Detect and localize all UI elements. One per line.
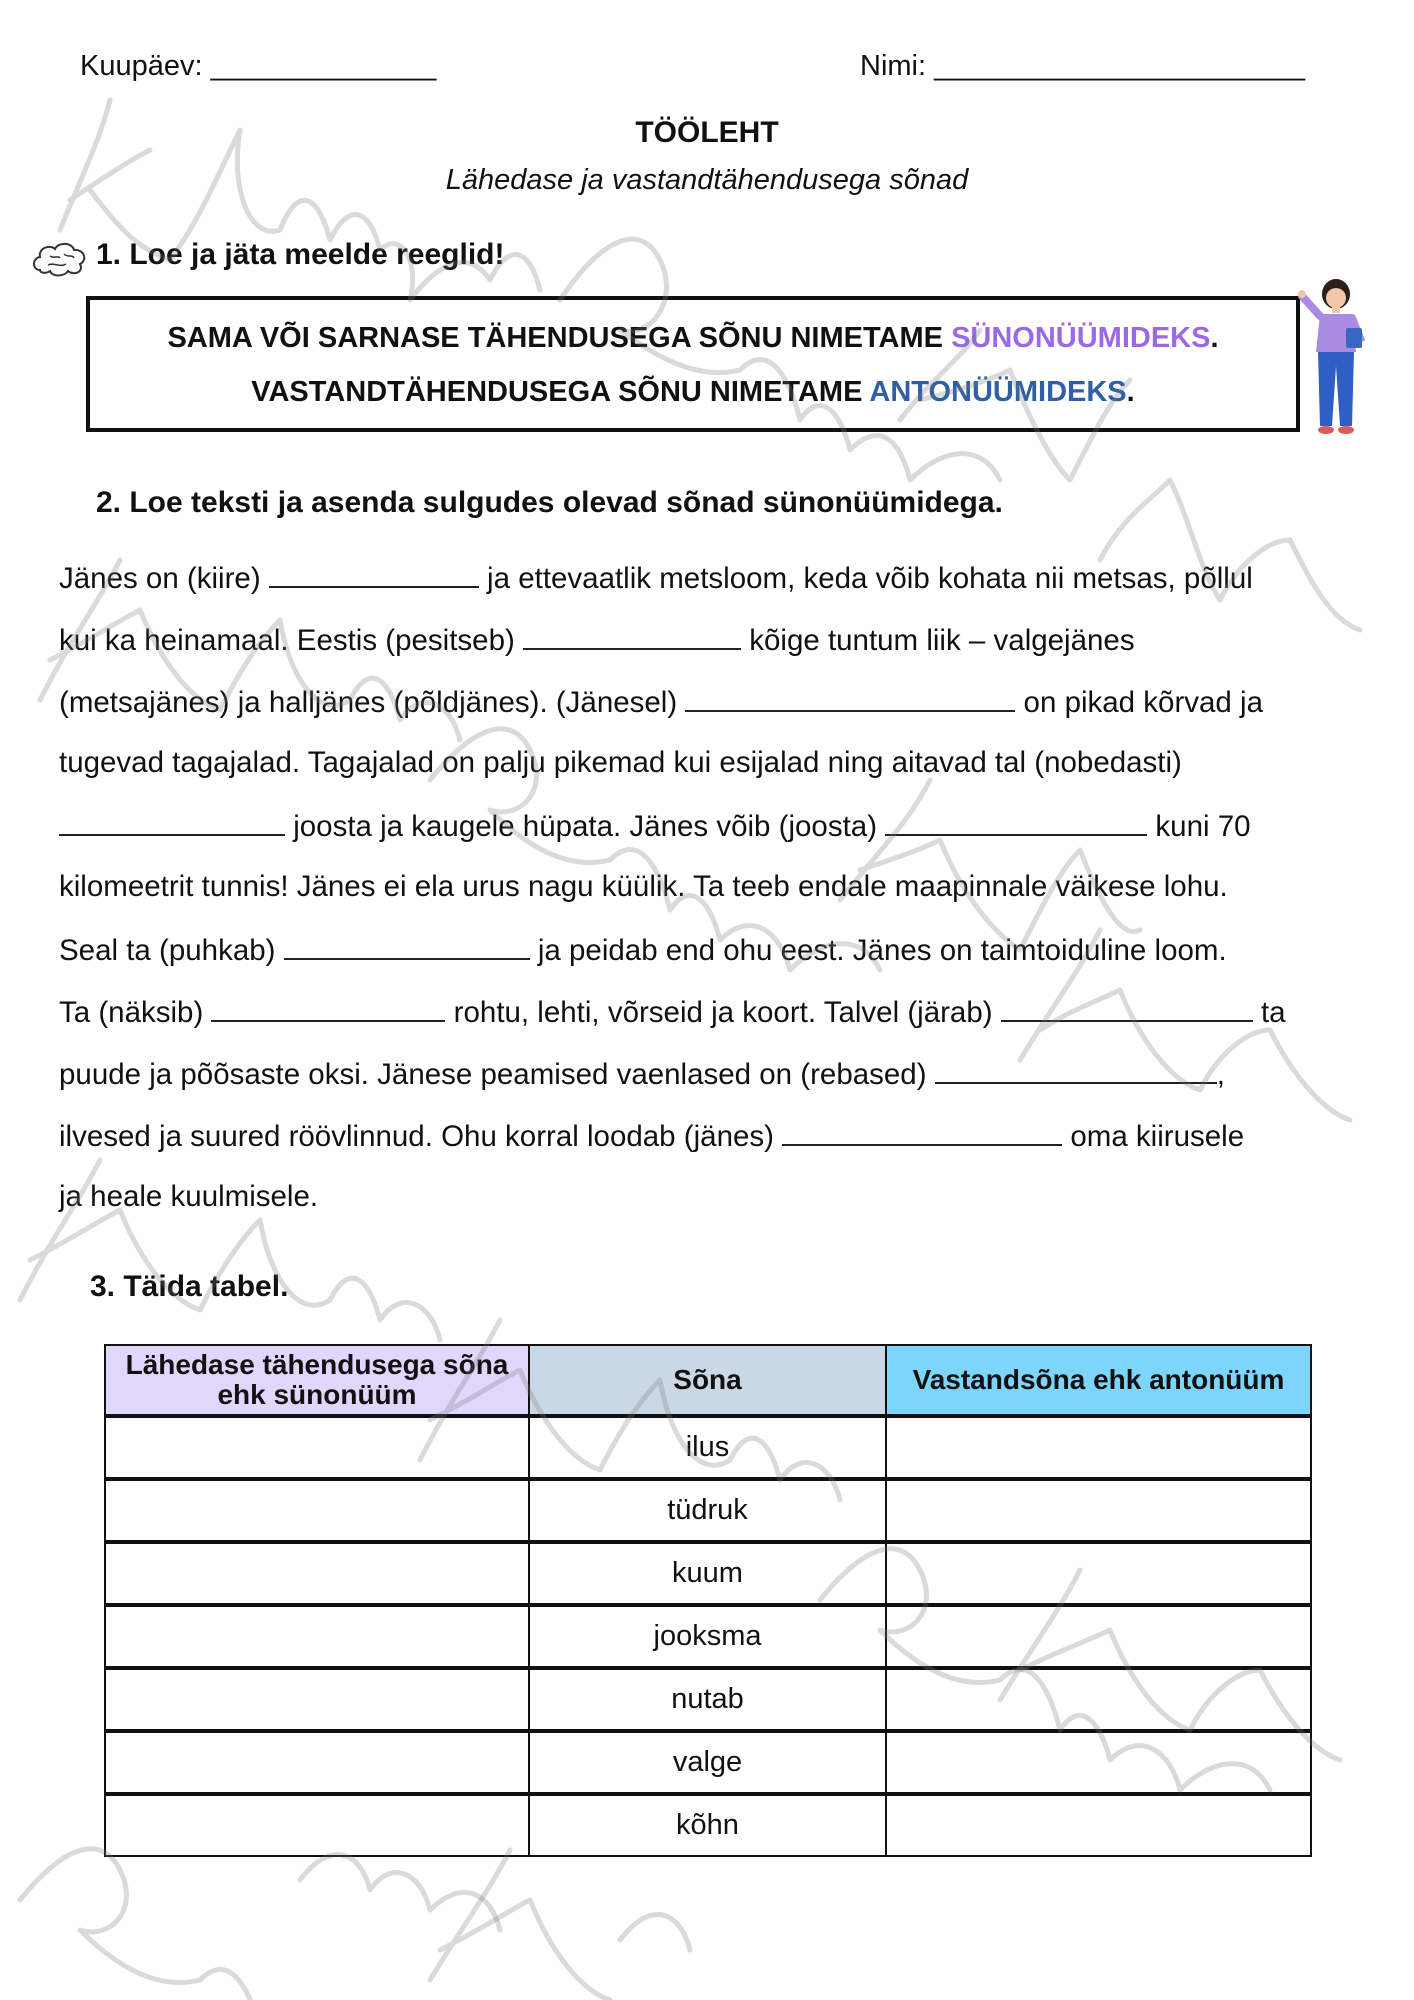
passage-text: kõige tuntum liik – valgejänes <box>741 624 1135 657</box>
passage-line <box>59 560 1253 596</box>
section3-heading: 3. Täida tabel. <box>90 1270 289 1303</box>
word-table <box>104 1344 1312 1857</box>
passage-line <box>59 808 1251 844</box>
passage-text: joosta ja kaugele hüpata. Jänes võib (joosta) <box>285 810 886 843</box>
column-header-antonym: Vastandsõna ehk antonüüm <box>886 1345 1311 1416</box>
table-row <box>105 1605 1311 1668</box>
antonym-answer-cell[interactable] <box>886 1479 1311 1542</box>
antonym-answer-cell[interactable] <box>886 1416 1311 1479</box>
passage-text: Seal ta (puhkab) <box>59 934 284 967</box>
passage-line <box>59 746 1182 780</box>
passage-text: ja heale kuulmisele. <box>59 1180 319 1213</box>
name-field-label: Nimi: _______________________ <box>860 50 1306 82</box>
passage-text: rohtu, lehti, võrseid ja koort. Talvel (järab) <box>445 996 1001 1029</box>
word-cell: jooksma <box>529 1605 886 1668</box>
passage-text: kuni 70 <box>1147 810 1251 843</box>
answer-blank[interactable] <box>211 994 445 1022</box>
passage-line <box>59 622 1135 658</box>
column-header-word: Sõna <box>529 1345 886 1416</box>
passage-text: ja peidab end ohu eest. Jänes on taimtoiduline loom. <box>529 934 1227 967</box>
passage-text: Ta (näksib) <box>59 996 212 1029</box>
synonym-answer-cell[interactable] <box>105 1794 529 1856</box>
date-field-label: Kuupäev: ______________ <box>80 50 437 82</box>
word-cell: kõhn <box>529 1794 886 1856</box>
passage-text: kui ka heinamaal. Eestis (pesitseb) <box>59 624 524 657</box>
passage-text: (metsajänes) ja halljänes (põldjänes). (Jänesel) <box>59 686 686 719</box>
passage-line <box>59 870 1228 904</box>
passage-text: ta <box>1252 996 1286 1029</box>
rules-box <box>86 296 1300 432</box>
rule-synonyms-text: SAMA VÕI SARNASE TÄHENDUSEGA SÕNU NIMETAME <box>167 322 952 354</box>
passage-line <box>59 1180 318 1214</box>
rule-synonyms <box>90 322 1296 355</box>
section2-heading: 2. Loe teksti ja asenda sulgudes olevad sõnad sünonüümidega. <box>96 486 1003 519</box>
passage-line <box>59 1118 1244 1154</box>
synonym-answer-cell[interactable] <box>105 1668 529 1731</box>
antonym-term: ANTONÜÜMIDEKS <box>869 376 1127 408</box>
answer-blank[interactable] <box>885 808 1147 836</box>
antonym-answer-cell[interactable] <box>886 1731 1311 1794</box>
passage-text: puude ja põõsaste oksi. Jänese peamised vaenlased on (rebased) <box>59 1058 935 1091</box>
table-row <box>105 1479 1311 1542</box>
table-row <box>105 1416 1311 1479</box>
rule-antonyms <box>90 376 1296 409</box>
answer-blank[interactable] <box>935 1056 1217 1084</box>
synonym-answer-cell[interactable] <box>105 1416 529 1479</box>
synonym-answer-cell[interactable] <box>105 1605 529 1668</box>
word-cell: tüdruk <box>529 1479 886 1542</box>
passage-text: on pikad kõrvad ja <box>1015 686 1263 719</box>
answer-blank[interactable] <box>1001 994 1253 1022</box>
answer-blank[interactable] <box>782 1118 1062 1146</box>
passage-line <box>59 684 1263 720</box>
synonym-answer-cell[interactable] <box>105 1731 529 1794</box>
passage-text: ja ettevaatlik metsloom, keda võib kohata nii metsas, põllul <box>478 562 1253 595</box>
column-header-synonym: Lähedase tähendusega sõna ehk sünonüüm <box>105 1345 529 1416</box>
passage-text: Jänes on (kiire) <box>59 562 269 595</box>
rule-antonyms-period: . <box>1126 376 1135 408</box>
synonym-answer-cell[interactable] <box>105 1479 529 1542</box>
passage-text: oma kiirusele <box>1062 1120 1245 1153</box>
passage-line <box>59 932 1227 968</box>
page-subtitle: Lähedase ja vastandtähendusega sõnad <box>445 164 969 196</box>
table-header-row <box>105 1345 1311 1416</box>
rule-synonyms-period: . <box>1210 322 1219 354</box>
rule-antonyms-text: VASTANDTÄHENDUSEGA SÕNU NIMETAME <box>251 376 870 408</box>
passage-text: kilomeetrit tunnis! Jänes ei ela urus nagu küülik. Ta teeb endale maapinnale väikese lohu. <box>59 870 1228 903</box>
section1-heading: 1. Loe ja jäta meelde reeglid! <box>96 238 505 271</box>
passage-text: , <box>1216 1058 1225 1091</box>
antonym-answer-cell[interactable] <box>886 1794 1311 1856</box>
antonym-answer-cell[interactable] <box>886 1542 1311 1605</box>
table-row <box>105 1668 1311 1731</box>
answer-blank[interactable] <box>59 808 285 836</box>
synonym-term: SÜNONÜÜMIDEKS <box>951 322 1211 354</box>
passage-text: tugevad tagajalad. Tagajalad on palju pikemad kui esijalad ning aitavad tal (nobedasti) <box>59 746 1182 779</box>
passage-line <box>59 1056 1225 1092</box>
word-cell: nutab <box>529 1668 886 1731</box>
answer-blank[interactable] <box>685 684 1015 712</box>
table-row <box>105 1731 1311 1794</box>
word-cell: valge <box>529 1731 886 1794</box>
table-row <box>105 1542 1311 1605</box>
answer-blank[interactable] <box>269 560 479 588</box>
answer-blank[interactable] <box>284 932 530 960</box>
answer-blank[interactable] <box>523 622 741 650</box>
word-cell: kuum <box>529 1542 886 1605</box>
synonym-answer-cell[interactable] <box>105 1542 529 1605</box>
brain-icon <box>30 240 90 283</box>
teacher-illustration <box>1296 276 1372 447</box>
page-title: TÖÖLEHT <box>635 116 779 149</box>
table-row <box>105 1794 1311 1856</box>
antonym-answer-cell[interactable] <box>886 1668 1311 1731</box>
passage-line <box>59 994 1286 1030</box>
word-cell: ilus <box>529 1416 886 1479</box>
passage-text: ilvesed ja suured röövlinnud. Ohu korral loodab (jänes) <box>59 1120 783 1153</box>
antonym-answer-cell[interactable] <box>886 1605 1311 1668</box>
